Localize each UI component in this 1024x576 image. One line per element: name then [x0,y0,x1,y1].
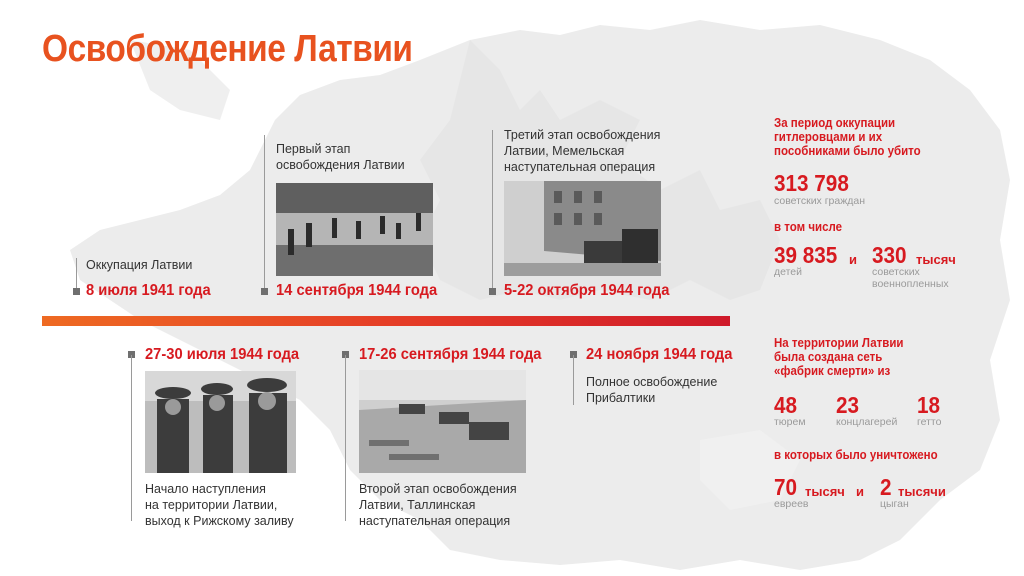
pow-label: советских военнопленных [872,266,949,290]
event-marker [261,288,268,295]
event-description: Оккупация Латвии [86,258,193,272]
concentration-value: 23 [836,392,860,418]
killed-heading: За период оккупации гитлеровцами и их пособниками было убито [774,116,921,158]
event-marker [489,288,496,295]
including-label: в том числе [774,220,843,234]
event-connector [264,135,265,295]
jews-value: 70 [774,474,798,500]
and-connector-2: и [856,484,864,499]
event-date: 14 сентября 1944 года [276,282,438,299]
event-connector [131,355,132,521]
total-killed-label: советских граждан [774,195,866,207]
pow-unit: тысяч [916,252,956,267]
event-marker [73,288,80,295]
event-date: 17-26 сентября 1944 года [359,346,542,363]
event-date: 5-22 октября 1944 года [504,282,670,299]
event-connector [345,355,346,521]
prisons-label: тюрем [774,416,806,428]
event-description: Полное освобождение Прибалтики [586,375,718,405]
total-killed-value: 313 798 [774,170,849,196]
destroyed-label: в которых было уничтожено [774,448,938,462]
ghettos-value: 18 [917,392,941,418]
event-connector [492,130,493,295]
concentration-label: концлагерей [836,416,898,428]
event-date: 27-30 июля 1944 года [145,346,300,363]
jews-label: евреев [774,498,809,510]
page-title: Освобождение Латвии [42,28,413,70]
event-connector [573,355,574,405]
photo-tanks-in-city [504,181,661,276]
children-value: 39 835 [774,242,838,268]
children-label: детей [774,266,803,278]
and-connector: и [849,252,857,267]
event-description: Первый этап освобождения Латвии [276,142,405,172]
event-description: Начало наступления на территории Латвии, выход к Рижскому заливу [145,482,294,528]
roma-value: 2 [880,474,892,500]
ghettos-label: гетто [917,416,942,428]
roma-label: цыган [880,498,909,510]
prisons-value: 48 [774,392,798,418]
roma-unit: тысячи [898,484,946,499]
jews-unit: тысяч [805,484,845,499]
event-description: Третий этап освобождения Латвии, Мемельская наступательная операция [504,128,661,174]
photo-officers-group [145,371,296,473]
event-description: Второй этап освобождения Латвии, Таллинская наступательная операция [359,482,517,528]
photo-soldiers-crossing-river [276,183,433,276]
event-date: 24 ноября 1944 года [586,346,733,363]
photo-tanks-on-road [359,370,526,473]
timeline-bar [42,316,730,326]
event-date: 8 июля 1941 года [86,282,211,299]
pow-value: 330 [872,242,907,268]
camps-heading: На территории Латвии была создана сеть «фабрик смерти» из [774,336,904,378]
